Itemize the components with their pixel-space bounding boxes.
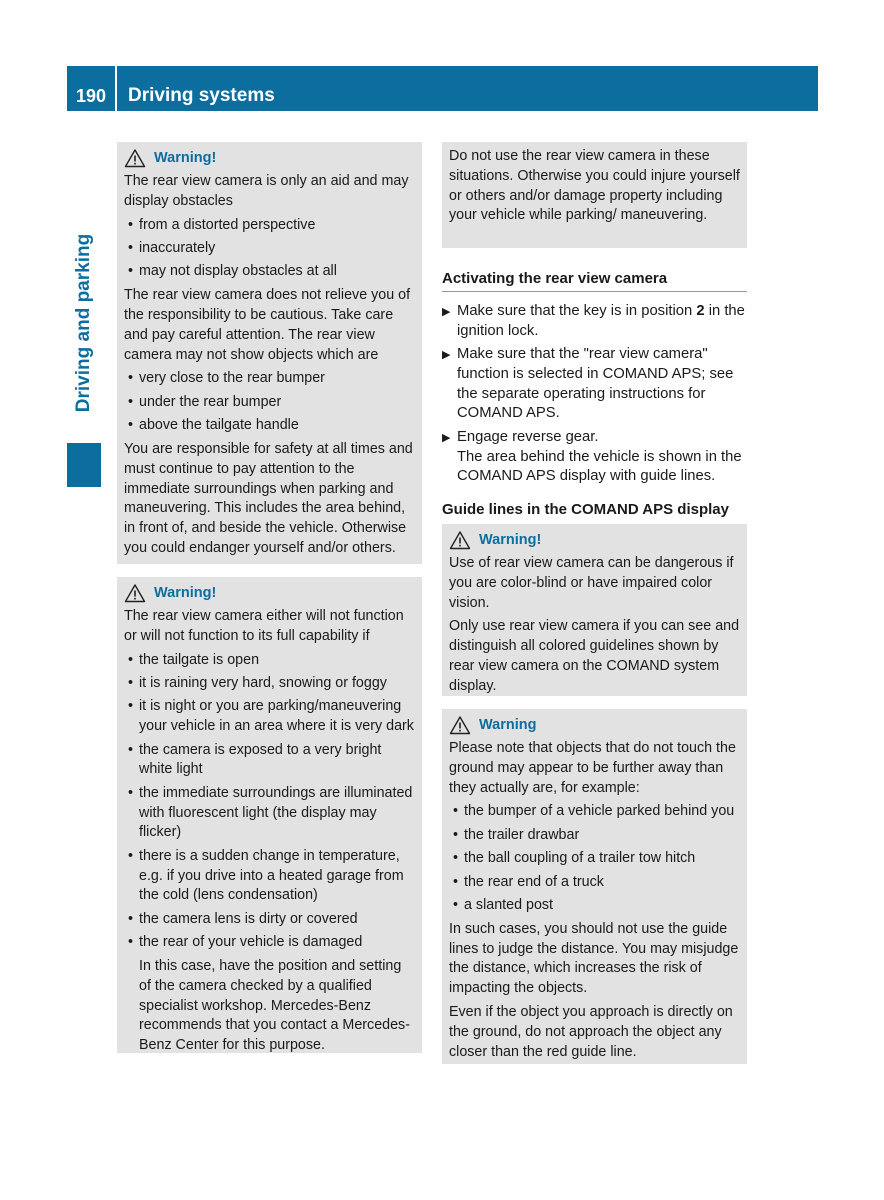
list-item: • the immediate surroundings are illuminated with fluorescent light (the display may flicker) — [124, 784, 415, 843]
warning-paragraph: Use of rear view camera can be dangerous if you are color-blind or have impaired color vision. — [449, 555, 734, 611]
bullet-list — [124, 369, 415, 436]
side-chapter-tab — [67, 111, 101, 487]
warning-box-3 — [442, 524, 747, 696]
list-item: • the rear of your vehicle is damaged — [124, 933, 415, 953]
warning-paragraph: In this case, have the position and setting of the camera checked by a qualified specialist workshop. Mercedes-Benz recommends that you contact a Mercedes-Benz Center for this purpose. — [139, 957, 410, 1054]
page-number: 190 — [75, 86, 107, 106]
list-item: • the rear end of a truck — [449, 873, 740, 893]
list-item: • the camera is exposed to a very bright white light — [124, 741, 415, 781]
activation-section — [442, 270, 747, 491]
list-item: • may not display obstacles at all — [124, 262, 415, 282]
step-text: Make sure that the "rear view camera" function is selected in COMAND APS; see the separate operating instructions for COMAND APS. — [457, 346, 734, 422]
chapter-marker — [67, 443, 101, 487]
subsection-title: Guide lines in the COMAND APS display — [442, 501, 729, 518]
arrow-right-icon: ▶ — [442, 431, 451, 444]
key-position: 2 — [696, 303, 705, 319]
chapter-label: Driving and parking — [73, 233, 94, 413]
step-item — [442, 302, 747, 342]
warning-triangle-icon — [449, 530, 471, 550]
warning-paragraph: Even if the object you approach is directly on the ground, do not approach the object any closer than the red guide line. — [449, 1003, 733, 1060]
list-item: • above the tailgate handle — [124, 416, 415, 436]
list-item: • very close to the rear bumper — [124, 369, 415, 389]
step-text-part: Engage reverse gear. — [457, 428, 599, 445]
step-text — [457, 428, 747, 487]
warning-box-4 — [442, 709, 747, 1064]
warning-paragraph: The rear view camera does not relieve you of the responsibility to be cautious. Take care and pay careful attention. The rear view camera may not show objects which are — [124, 287, 411, 363]
warning-box-1 — [117, 142, 422, 564]
page-header — [67, 66, 818, 111]
warning-triangle-icon — [124, 148, 146, 168]
warning-paragraph: Only use rear view camera if you can see and distinguish all colored guidelines shown by rear view camera on the COMAND system display. — [449, 618, 740, 694]
list-item: • the trailer drawbar — [449, 826, 740, 846]
warning-intro: The rear view camera is only an aid and may display obstacles — [124, 173, 409, 209]
warning-label: Warning! — [154, 585, 217, 601]
step-text-part: Make sure that the key is in position — [457, 303, 697, 319]
warning-label: Warning! — [154, 150, 217, 166]
warning-heading — [449, 529, 740, 551]
list-item: • from a distorted perspective — [124, 216, 415, 236]
warning-heading — [124, 582, 415, 604]
bullet-list — [449, 802, 740, 915]
warning-label: Warning — [479, 717, 537, 733]
list-item: • the camera lens is dirty or covered — [124, 910, 415, 930]
warning-continuation-box — [442, 142, 747, 248]
warning-intro: Please note that objects that do not touch the ground may appear to be further away than they actually are, for example: — [449, 740, 736, 796]
section-title: Activating the rear view camera — [442, 270, 747, 292]
warning-box-2 — [117, 577, 422, 1053]
list-item: • the tailgate is open — [124, 651, 415, 671]
step-text — [457, 302, 747, 342]
step-result: The area behind the vehicle is shown in the COMAND APS display with guide lines. — [457, 448, 742, 485]
warning-paragraph: Do not use the rear view camera in these situations. Otherwise you could injure yourself or others and/or damage property including your vehicle while parking/ maneuvering. — [449, 148, 740, 224]
warning-heading — [124, 147, 415, 169]
bullet-list — [124, 651, 415, 953]
warning-paragraph: In such cases, you should not use the guide lines to judge the distance. You may misjudge the distance, which increases the risk of impacting the objects. — [449, 920, 739, 997]
page-title: Driving systems — [128, 85, 275, 106]
bullet-list — [124, 216, 415, 283]
warning-triangle-icon — [124, 583, 146, 603]
list-item: • the bumper of a vehicle parked behind you — [449, 802, 740, 822]
warning-heading — [449, 714, 740, 736]
list-item: • the ball coupling of a trailer tow hitch — [449, 849, 740, 869]
arrow-right-icon: ▶ — [442, 349, 451, 362]
list-item: • a slanted post — [449, 896, 740, 916]
warning-paragraph: You are responsible for safety at all times and must continue to pay attention to the immediate surroundings when parking and maneuvering. This includes the area behind, in front of, and beside the vehicle. Otherwise you could endanger yourself and/or others. — [124, 440, 413, 556]
step-text-part: in the ignition lock. — [457, 303, 745, 339]
guide-lines-section — [442, 501, 747, 518]
step-item — [442, 428, 747, 487]
step-item — [442, 345, 747, 424]
warning-triangle-icon — [449, 715, 471, 735]
list-item: • it is night or you are parking/maneuvering your vehicle in an area where it is very dark — [124, 697, 415, 737]
arrow-right-icon: ▶ — [442, 306, 451, 318]
header-divider — [115, 66, 117, 111]
list-item: • inaccurately — [124, 239, 415, 259]
warning-intro: The rear view camera either will not function or will not function to its full capability if — [124, 608, 404, 644]
list-item: • there is a sudden change in temperature, e.g. if you drive into a heated garage from the cold (lens condensation) — [124, 847, 415, 906]
warning-label: Warning! — [479, 532, 542, 548]
list-item: • under the rear bumper — [124, 393, 415, 413]
list-item: • it is raining very hard, snowing or foggy — [124, 674, 415, 694]
